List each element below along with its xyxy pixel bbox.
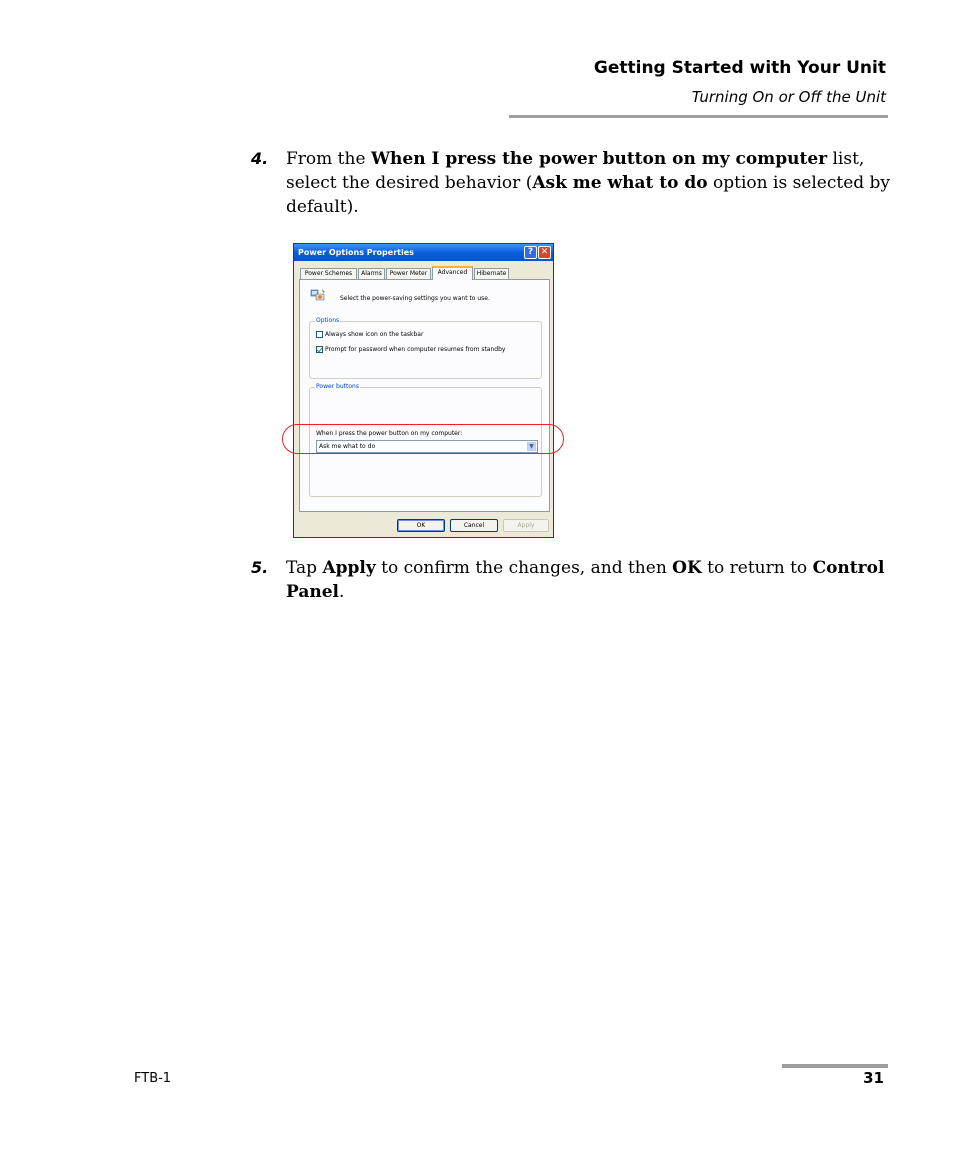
step-text-run: to confirm the changes, and then	[375, 558, 673, 578]
footer-rule	[782, 1064, 888, 1068]
options-group	[309, 317, 542, 379]
intro-text: Select the power-saving settings you want to use.	[340, 295, 490, 302]
step-text-bold: Control Panel	[286, 558, 885, 602]
close-icon[interactable]: ✕	[538, 246, 551, 259]
checkbox-label: Always show icon on the taskbar	[325, 331, 424, 338]
chevron-down-icon[interactable]: ▼	[527, 442, 536, 451]
tab-power-schemes[interactable]: Power Schemes	[300, 268, 357, 279]
options-group-label: Options	[316, 317, 340, 324]
header-rule	[509, 115, 888, 118]
dialog-title: Power Options Properties	[298, 248, 414, 257]
cancel-button[interactable]: Cancel	[450, 519, 498, 532]
step-text	[286, 147, 891, 219]
tab-hibernate[interactable]: Hibernate	[474, 268, 509, 279]
checkbox-label: Prompt for password when computer resumes from standby	[325, 346, 506, 353]
tab-panel-advanced	[299, 279, 550, 512]
step-text-run: .	[338, 582, 345, 602]
checkbox-box[interactable]	[316, 346, 323, 353]
step-text-run: Tap	[286, 558, 323, 578]
select-value: Ask me what to do	[319, 443, 376, 450]
step-text-run: to return to	[701, 558, 813, 578]
checkbox-prompt-password[interactable]	[316, 346, 505, 353]
help-icon[interactable]: ?	[524, 246, 537, 259]
checkbox-show-icon[interactable]	[316, 331, 423, 338]
step-number: 4.	[251, 149, 269, 168]
power-options-dialog	[293, 243, 554, 538]
step-text-bold: OK	[672, 558, 702, 578]
power-button-field-label: When I press the power button on my computer:	[316, 430, 463, 437]
step-text-bold: Apply	[322, 558, 376, 578]
power-settings-icon	[310, 287, 326, 303]
highlight-ellipse	[282, 424, 564, 454]
step-text-run: From the	[286, 149, 371, 169]
checkbox-box[interactable]	[316, 331, 323, 338]
tab-advanced[interactable]: Advanced	[432, 266, 473, 280]
running-header-chapter: Getting Started with Your Unit	[593, 58, 886, 78]
tab-power-meter[interactable]: Power Meter	[386, 268, 431, 279]
power-buttons-group-label: Power buttons	[316, 383, 359, 390]
step-text-run: option is selected by default).	[286, 173, 891, 217]
step-number: 5.	[251, 558, 269, 577]
footer-product: FTB-1	[134, 1071, 172, 1086]
tab-alarms[interactable]: Alarms	[358, 268, 385, 279]
step-text-bold: Ask me what to do	[532, 173, 708, 193]
step-text	[286, 556, 891, 604]
dialog-titlebar	[294, 244, 553, 261]
page-number: 31	[863, 1069, 884, 1087]
step-text-bold: When I press the power button on my computer	[370, 149, 828, 169]
apply-button[interactable]: Apply	[503, 519, 549, 532]
ok-button[interactable]: OK	[397, 519, 445, 532]
running-header-section: Turning On or Off the Unit	[691, 88, 886, 106]
step-text-run: list, select the desired behavior (	[286, 149, 865, 193]
